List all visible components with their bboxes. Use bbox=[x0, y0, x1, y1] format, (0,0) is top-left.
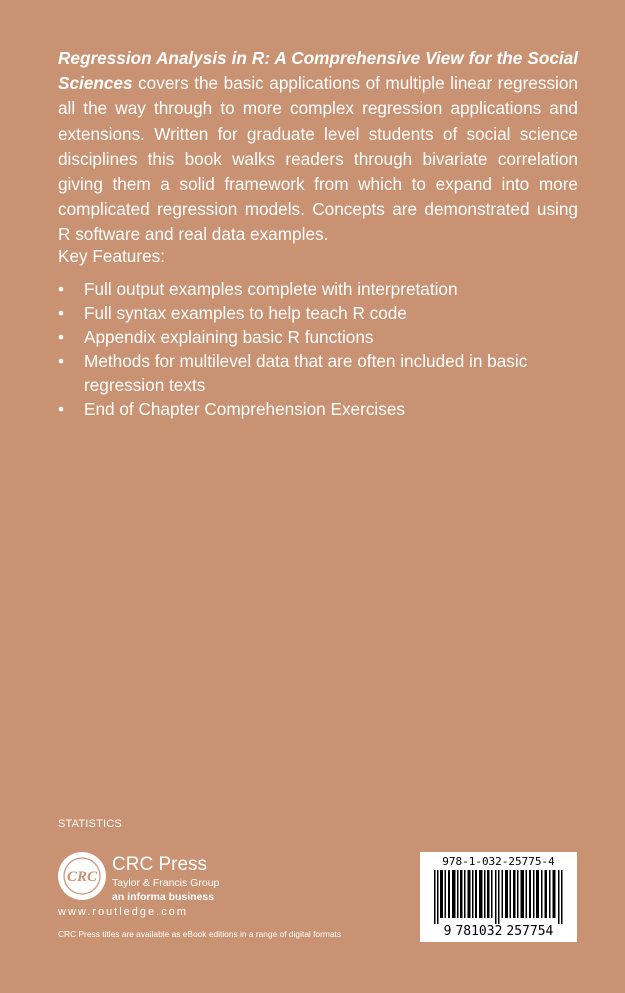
publisher-name: CRC Press bbox=[112, 854, 208, 875]
publisher-informa: an informa business bbox=[112, 891, 215, 903]
ebook-note: CRC Press titles are available as eBook editions in a range of digital formats bbox=[58, 929, 342, 939]
blurb-text: covers the basic applications of multiple linear regression all the way through to more complex regression applications and extensions. Written for graduate level students of social science disciplines this book walks readers through bivariate correlation giving them a solid framework from which to expand into more complicated regression models. Concepts are demonstrated using R software and real data examples. bbox=[58, 73, 578, 245]
isbn-number: 978-1-032-25775-4 bbox=[442, 855, 555, 868]
book-title: Regression Analysis in R: A Comprehensive View for the Social Sciences bbox=[58, 48, 578, 94]
bullet-icon: • bbox=[58, 303, 65, 323]
list-item bbox=[58, 278, 578, 302]
crc-logo bbox=[58, 852, 106, 900]
publisher-website: www.routledge.com bbox=[58, 906, 188, 918]
barcode-right-group: 257754 bbox=[506, 924, 554, 939]
barcode-digits bbox=[420, 924, 577, 939]
barcode-bars-icon bbox=[434, 870, 563, 924]
isbn-barcode bbox=[420, 852, 577, 942]
key-features-list bbox=[58, 278, 578, 422]
back-cover-blurb bbox=[58, 46, 578, 248]
feature-text: Methods for multilevel data that are often included in basic regression texts bbox=[84, 351, 528, 395]
bullet-icon: • bbox=[58, 279, 65, 299]
list-item bbox=[58, 350, 578, 397]
bullet-icon: • bbox=[58, 398, 65, 419]
list-item bbox=[58, 398, 578, 422]
feature-text: Appendix explaining basic R functions bbox=[84, 327, 374, 347]
bullet-icon: • bbox=[58, 327, 65, 347]
feature-text: End of Chapter Comprehension Exercises bbox=[84, 398, 405, 419]
key-features-heading: Key Features: bbox=[58, 246, 165, 266]
feature-text: Full syntax examples to help teach R code bbox=[84, 303, 407, 323]
list-item bbox=[58, 302, 578, 326]
barcode-left-group: 781032 bbox=[455, 924, 503, 939]
crc-logo-text: CRC bbox=[66, 869, 98, 885]
list-item bbox=[58, 326, 578, 350]
bullet-icon: • bbox=[58, 351, 65, 371]
barcode-first-digit: 9 bbox=[443, 924, 452, 939]
crc-logo-icon bbox=[58, 852, 106, 900]
publisher-group: Taylor & Francis Group bbox=[112, 877, 220, 889]
feature-text: Full output examples complete with interpretation bbox=[84, 279, 458, 299]
subject-category: STATISTICS bbox=[58, 818, 122, 830]
